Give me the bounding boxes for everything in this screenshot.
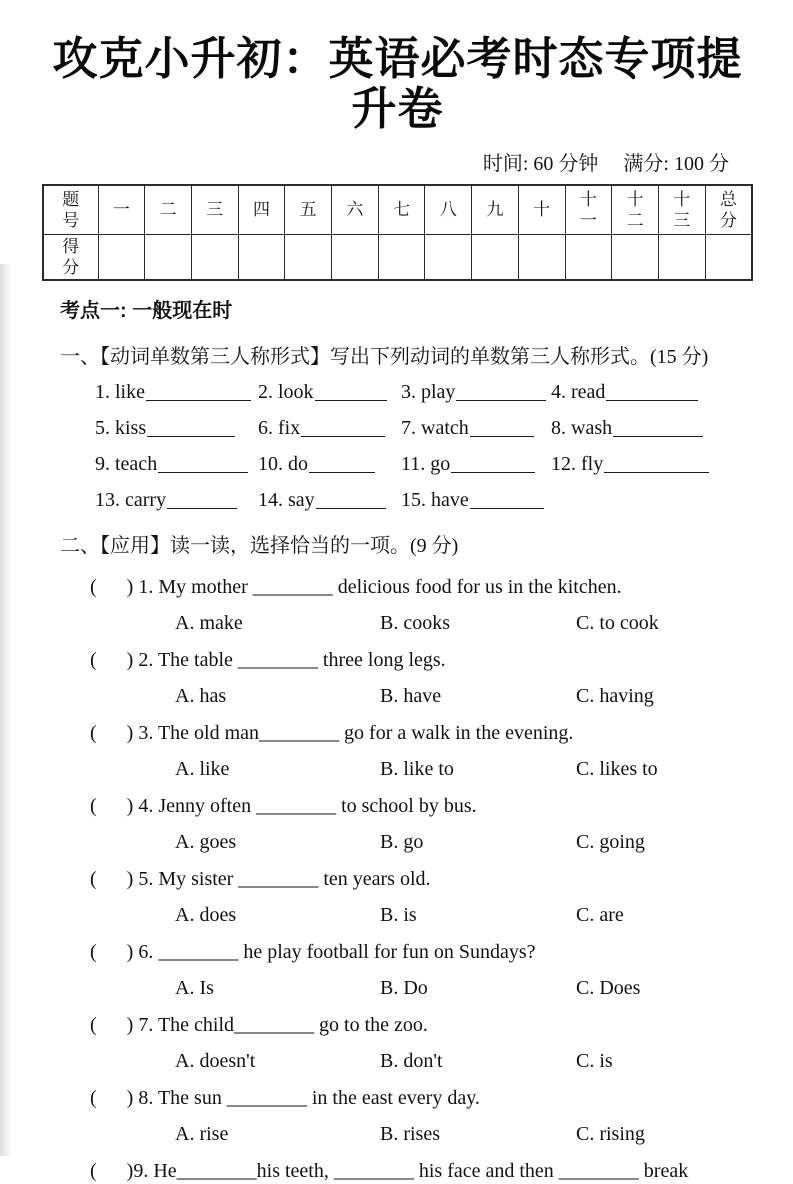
column-header-5 <box>285 185 332 234</box>
verb-label: 14. say <box>258 489 315 511</box>
question-line-6: ( ) 6. ________ he play football for fun on Sundays? <box>90 941 536 963</box>
option-b: B. have <box>380 685 442 707</box>
score-cell <box>98 234 145 280</box>
option-a: A. does <box>175 904 237 926</box>
table-corner-cell <box>43 185 98 234</box>
verb-item <box>551 381 753 404</box>
option-b: B. cooks <box>380 612 450 634</box>
answer-blank <box>146 385 251 401</box>
verb-row <box>95 489 753 512</box>
verb-item <box>551 417 753 440</box>
option-b: B. rises <box>380 1123 440 1145</box>
score-cell <box>425 234 472 280</box>
options-row-2 <box>90 684 753 709</box>
verb-row <box>95 417 753 440</box>
column-header-label: 二 <box>159 200 177 220</box>
answer-blank <box>167 493 237 509</box>
column-header-label: 七 <box>393 200 411 220</box>
verb-label: 11. go <box>401 453 451 475</box>
answer-blank <box>301 421 385 437</box>
verb-label: 1. like <box>95 381 145 403</box>
question-line-8: ( ) 8. The sun ________ in the east every day. <box>90 1087 480 1109</box>
option-b: B. like to <box>380 758 454 780</box>
verb-label: 9. teach <box>95 453 158 475</box>
answer-blank <box>470 493 544 509</box>
option-c: C. likes to <box>576 758 658 780</box>
question-line-5: ( ) 5. My sister ________ ten years old. <box>90 868 431 890</box>
options-row-1 <box>90 611 753 636</box>
column-header-2 <box>145 185 192 234</box>
column-header-label: 总分 <box>719 189 737 230</box>
column-header-3 <box>191 185 238 234</box>
answer-blank <box>456 385 546 401</box>
score-cell <box>565 234 612 280</box>
options-row-3 <box>90 757 753 782</box>
column-header-label: 一 <box>112 200 130 220</box>
question-line-4: ( ) 4. Jenny often ________ to school by bus. <box>90 795 477 817</box>
column-header-label: 五 <box>299 200 317 220</box>
options-row-4 <box>90 830 753 855</box>
verb-item <box>401 453 551 476</box>
option-c: C. rising <box>576 1123 645 1145</box>
question-number-label: 题号 <box>62 189 80 230</box>
verb-label: 7. watch <box>401 417 469 439</box>
option-c: C. are <box>576 904 624 926</box>
verb-label: 12. fly <box>551 453 604 475</box>
section1-heading: 一、【动词单数第三人称形式】写出下列动词的单数第三人称形式。(15 分) <box>60 346 709 368</box>
answer-blank <box>309 457 375 473</box>
question-line-9: ( )9. He________his teeth, ________ his face and then ________ break <box>90 1160 689 1182</box>
options-row-6 <box>90 976 753 1001</box>
column-header-label: 六 <box>346 200 364 220</box>
column-header-label: 十二 <box>626 189 644 230</box>
answer-blank <box>158 457 248 473</box>
option-a: A. doesn't <box>175 1050 256 1072</box>
column-header-7 <box>378 185 425 234</box>
column-header-total <box>705 185 752 234</box>
verb-label: 3. play <box>401 381 456 403</box>
option-c: C. going <box>576 831 645 853</box>
verb-exercise-grid <box>95 381 753 512</box>
answer-blank <box>604 457 709 473</box>
column-header-12 <box>612 185 659 234</box>
score-cell <box>145 234 192 280</box>
answer-blank <box>470 421 534 437</box>
score-cell <box>191 234 238 280</box>
exam-page <box>0 34 793 1184</box>
option-c: C. Does <box>576 977 641 999</box>
score-cell <box>378 234 425 280</box>
score-cell <box>612 234 659 280</box>
verb-item <box>258 489 401 512</box>
verb-item <box>258 417 401 440</box>
options-row-8 <box>90 1122 753 1147</box>
answer-blank <box>451 457 535 473</box>
option-a: A. make <box>175 612 243 634</box>
column-header-label: 九 <box>486 200 504 220</box>
verb-item <box>258 381 401 404</box>
score-cell <box>332 234 379 280</box>
verb-item <box>551 453 753 476</box>
option-a: A. rise <box>175 1123 229 1145</box>
column-header-6 <box>332 185 379 234</box>
option-b: B. don't <box>380 1050 443 1072</box>
verb-label: 6. fix <box>258 417 301 439</box>
answer-blank <box>316 493 386 509</box>
question-line-7: ( ) 7. The child________ go to the zoo. <box>90 1014 428 1036</box>
score-table <box>42 184 753 281</box>
verb-label: 8. wash <box>551 417 613 439</box>
column-header-1 <box>98 185 145 234</box>
verb-item <box>95 417 258 440</box>
score-table-score-row <box>43 234 752 280</box>
options-row-7 <box>90 1049 753 1074</box>
option-c: C. to cook <box>576 612 659 634</box>
column-header-label: 四 <box>252 200 270 220</box>
option-a: A. like <box>175 758 230 780</box>
question-line-2: ( ) 2. The table ________ three long legs. <box>90 649 446 671</box>
score-cell <box>472 234 519 280</box>
verb-label: 13. carry <box>95 489 167 511</box>
verb-item <box>95 381 258 404</box>
time-score-meta: 时间: 60 分钟 满分: 100 分 <box>482 153 729 175</box>
option-a: A. Is <box>175 977 214 999</box>
verb-item <box>95 489 258 512</box>
answer-blank <box>147 421 235 437</box>
options-row-5 <box>90 903 753 928</box>
option-a: A. has <box>175 685 227 707</box>
column-header-8 <box>425 185 472 234</box>
verb-label: 10. do <box>258 453 308 475</box>
answer-blank <box>613 421 703 437</box>
option-c: C. having <box>576 685 654 707</box>
verb-item <box>258 453 401 476</box>
verb-item <box>95 453 258 476</box>
column-header-4 <box>238 185 285 234</box>
answer-blank <box>315 385 387 401</box>
verb-row <box>95 381 753 404</box>
score-cell <box>285 234 332 280</box>
option-b: B. is <box>380 904 417 926</box>
option-b: B. Do <box>380 977 428 999</box>
verb-label: 15. have <box>401 489 469 511</box>
option-a: A. goes <box>175 831 237 853</box>
column-header-11 <box>565 185 612 234</box>
option-c: C. is <box>576 1050 613 1072</box>
verb-label: 4. read <box>551 381 606 403</box>
option-b: B. go <box>380 831 424 853</box>
score-table-header-row <box>43 185 752 234</box>
page-title: 攻克小升初：英语必考时态专项提升卷 <box>52 33 743 134</box>
verb-label: 5. kiss <box>95 417 147 439</box>
column-header-label: 三 <box>206 200 224 220</box>
column-header-13 <box>658 185 705 234</box>
verb-item <box>401 381 551 404</box>
score-cell <box>518 234 565 280</box>
column-header-9 <box>472 185 519 234</box>
verb-label: 2. look <box>258 381 314 403</box>
column-header-label: 十三 <box>673 189 691 230</box>
testpoint-heading: 考点一: 一般现在时 <box>60 300 233 322</box>
section2-heading: 二、【应用】读一读，选择恰当的一项。(9 分) <box>60 535 459 557</box>
question-line-3: ( ) 3. The old man________ go for a walk in the evening. <box>90 722 574 744</box>
verb-item <box>401 489 551 512</box>
column-header-label: 八 <box>439 200 457 220</box>
score-row-label-cell <box>43 234 98 280</box>
score-cell <box>238 234 285 280</box>
column-header-10 <box>518 185 565 234</box>
column-header-label: 十 <box>533 200 551 220</box>
score-cell <box>705 234 752 280</box>
column-header-label: 十一 <box>579 189 597 230</box>
answer-blank <box>606 385 698 401</box>
verb-row <box>95 453 753 476</box>
question-line-1: ( ) 1. My mother ________ delicious food for us in the kitchen. <box>90 576 622 598</box>
multiple-choice-questions <box>90 575 753 1184</box>
score-label: 得分 <box>62 236 80 277</box>
verb-item <box>401 417 551 440</box>
score-cell <box>658 234 705 280</box>
